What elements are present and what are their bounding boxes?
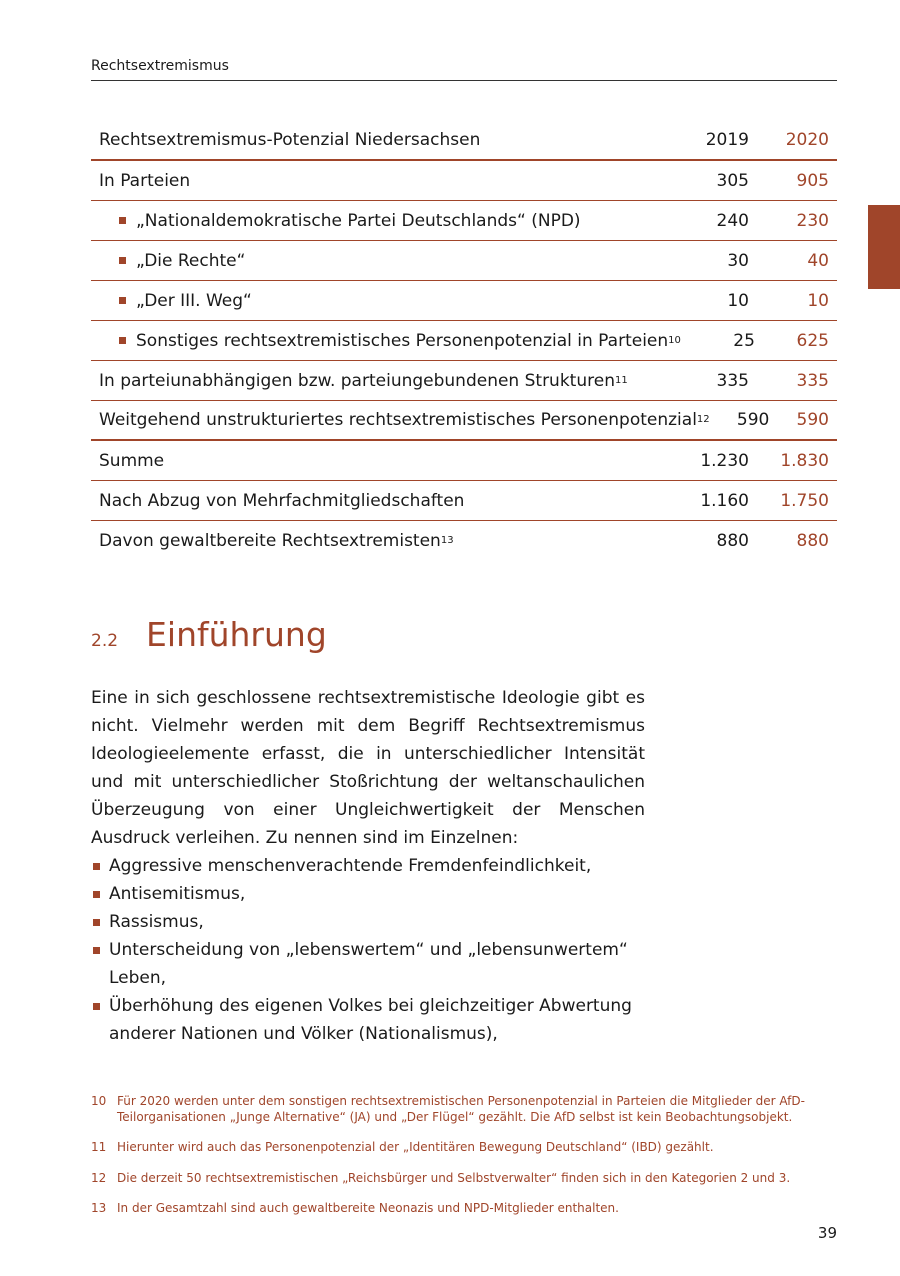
value-2019: 1.160 (700, 490, 749, 511)
row-label (91, 171, 669, 191)
list-item-text: Überhöhung des eigenen Volkes bei gleichzeitiger Abwertung anderer Nationen und Völker (Nationalismus), (109, 996, 632, 1044)
chapter-side-tab (868, 205, 900, 289)
row-label-text: „Die Rechte“ (136, 250, 246, 271)
row-label (91, 451, 669, 471)
square-bullet-icon (93, 891, 100, 898)
intro-paragraph: Eine in sich geschlossene rechtsextremistische Ideologie gibt es nicht. Vielmehr werden mit dem Begriff Rechtsextremismus Ideologieelemente erfasst, die in unterschiedlicher Intensität und mit unterschiedlicher Stoßrichtung der weltanschaulichen Überzeugung von einer Ungleichwertigkeit der Menschen Ausdruck verleihen. Zu nennen sind im Einzelnen: (91, 688, 645, 848)
value-2019: 305 (716, 170, 749, 191)
value-2019: 335 (716, 370, 749, 391)
row-label-text: In parteiunabhängigen bzw. parteiungebundenen Strukturen (99, 370, 615, 391)
list-item (91, 880, 645, 908)
value-2020: 40 (807, 250, 829, 271)
table-row (91, 281, 837, 321)
value-2020: 880 (796, 531, 829, 551)
square-bullet-icon (119, 297, 126, 304)
value-2020: 1.830 (780, 450, 829, 471)
row-label-text: Summe (99, 450, 165, 471)
value-2019: 10 (727, 290, 749, 311)
square-bullet-icon (93, 919, 100, 926)
col-header-2020: 2020 (785, 130, 829, 150)
table-row (91, 401, 837, 441)
col-header-2019: 2019 (705, 130, 749, 150)
footnote-text: Hierunter wird auch das Personenpotenzial der „Identitären Bewegung Deutschland“ (IBD) gezählt. (117, 1140, 714, 1154)
row-label: In parteiunabhängigen bzw. parteiungebundenen Strukturen 11 (99, 370, 628, 391)
footnote-text: In der Gesamtzahl sind auch gewaltbereite Neonazis und NPD-Mitglieder enthalten. (117, 1201, 619, 1215)
list-item-text: Unterscheidung von „lebenswertem“ und „lebensunwertem“ Leben, (109, 940, 628, 988)
value-2019: 1.230 (700, 450, 749, 471)
list-item-text: Rassismus, (109, 912, 204, 932)
value-2020: 625 (796, 330, 829, 351)
table-row (91, 201, 837, 241)
row-label-text: „Nationaldemokratische Partei Deutschlands“ (NPD) (136, 210, 581, 231)
square-bullet-icon (93, 1003, 100, 1010)
table-row (91, 241, 837, 281)
row-label (91, 211, 669, 231)
section-title: Einführung (146, 615, 327, 654)
row-label-text: „Der III. Weg“ (136, 290, 252, 311)
value-2019: 590 (736, 410, 770, 430)
header-rule (91, 80, 837, 81)
value-2020: 10 (807, 290, 829, 311)
row-label-text: Davon gewaltbereite Rechtsextremisten (99, 531, 441, 551)
value-2019: 880 (716, 531, 749, 551)
square-bullet-icon (93, 947, 100, 954)
footnote-text: Für 2020 werden unter dem sonstigen rechtsextremistischen Personenpotenzial in Parteien die Mitglieder der AfD-Teilorganisationen „Junge Alternative“ (JA) und „Der Flügel“ gezählt. Die AfD selbst ist kein Beobachtungsobjekt. (117, 1094, 805, 1124)
list-item (91, 908, 645, 936)
value-2019: 240 (716, 210, 749, 231)
list-item-text: Aggressive menschenverachtende Fremdenfeindlichkeit, (109, 856, 592, 876)
row-label-text: Sonstiges rechtsextremistisches Personenpotenzial in Parteien (136, 330, 669, 351)
table-header-row (91, 121, 837, 161)
row-label (91, 491, 669, 511)
running-head: Rechtsextremismus (91, 58, 229, 74)
page-number: 39 (817, 1224, 837, 1242)
row-label-text: In Parteien (99, 170, 191, 191)
row-label (91, 291, 669, 311)
list-item-text: Antisemitismus, (109, 884, 246, 904)
value-2020: 905 (796, 170, 829, 191)
list-item (91, 992, 645, 1048)
ideology-elements-list (91, 852, 645, 1048)
footnote-number: 13 (91, 1201, 107, 1215)
section-number: 2.2 (91, 631, 119, 651)
footnotes (91, 1094, 837, 1232)
square-bullet-icon (119, 337, 126, 344)
table-row-sum (91, 441, 837, 481)
footnote-number: 12 (91, 1170, 107, 1185)
table-title: Rechtsextremismus-Potenzial Niedersachsen (99, 130, 481, 150)
square-bullet-icon (119, 217, 126, 224)
footnote (91, 1140, 837, 1156)
value-2019: 30 (727, 250, 749, 271)
value-2020: 1.750 (780, 490, 829, 511)
list-item (91, 936, 645, 992)
list-item (91, 852, 645, 880)
row-label: Davon gewaltbereite Rechtsextremisten 13 (99, 531, 454, 551)
row-label-text: Weitgehend unstrukturiertes rechtsextremistisches Personenpotenzial (99, 410, 697, 430)
footnote (91, 1201, 837, 1217)
footnote-number: 11 (91, 1140, 107, 1154)
footnote (91, 1094, 837, 1125)
table-row (91, 521, 837, 561)
table-row (91, 161, 837, 201)
footnote-number: 10 (91, 1094, 107, 1108)
row-label (91, 251, 669, 271)
value-2019: 25 (733, 330, 755, 351)
table-row (91, 481, 837, 521)
footnote (91, 1171, 837, 1187)
square-bullet-icon (119, 257, 126, 264)
square-bullet-icon (93, 863, 100, 870)
value-2020: 230 (796, 210, 829, 231)
value-2020: 590 (796, 410, 829, 430)
row-label-text: Nach Abzug von Mehrfachmitgliedschaften (99, 490, 465, 511)
section-heading (91, 615, 327, 654)
row-label: Sonstiges rechtsextremistisches Personenpotenzial in Parteien 10 (91, 331, 681, 351)
value-2020: 335 (796, 370, 829, 391)
row-label: Weitgehend unstrukturiertes rechtsextremistisches Personenpotenzial 12 (99, 410, 710, 430)
footnote-text: Die derzeit 50 rechtsextremistischen „Reichsbürger und Selbstverwalter“ finden sich in den Kategorien 2 und 3. (117, 1170, 791, 1185)
table-row (91, 361, 837, 401)
table-row (91, 321, 837, 361)
potential-table (91, 121, 837, 561)
